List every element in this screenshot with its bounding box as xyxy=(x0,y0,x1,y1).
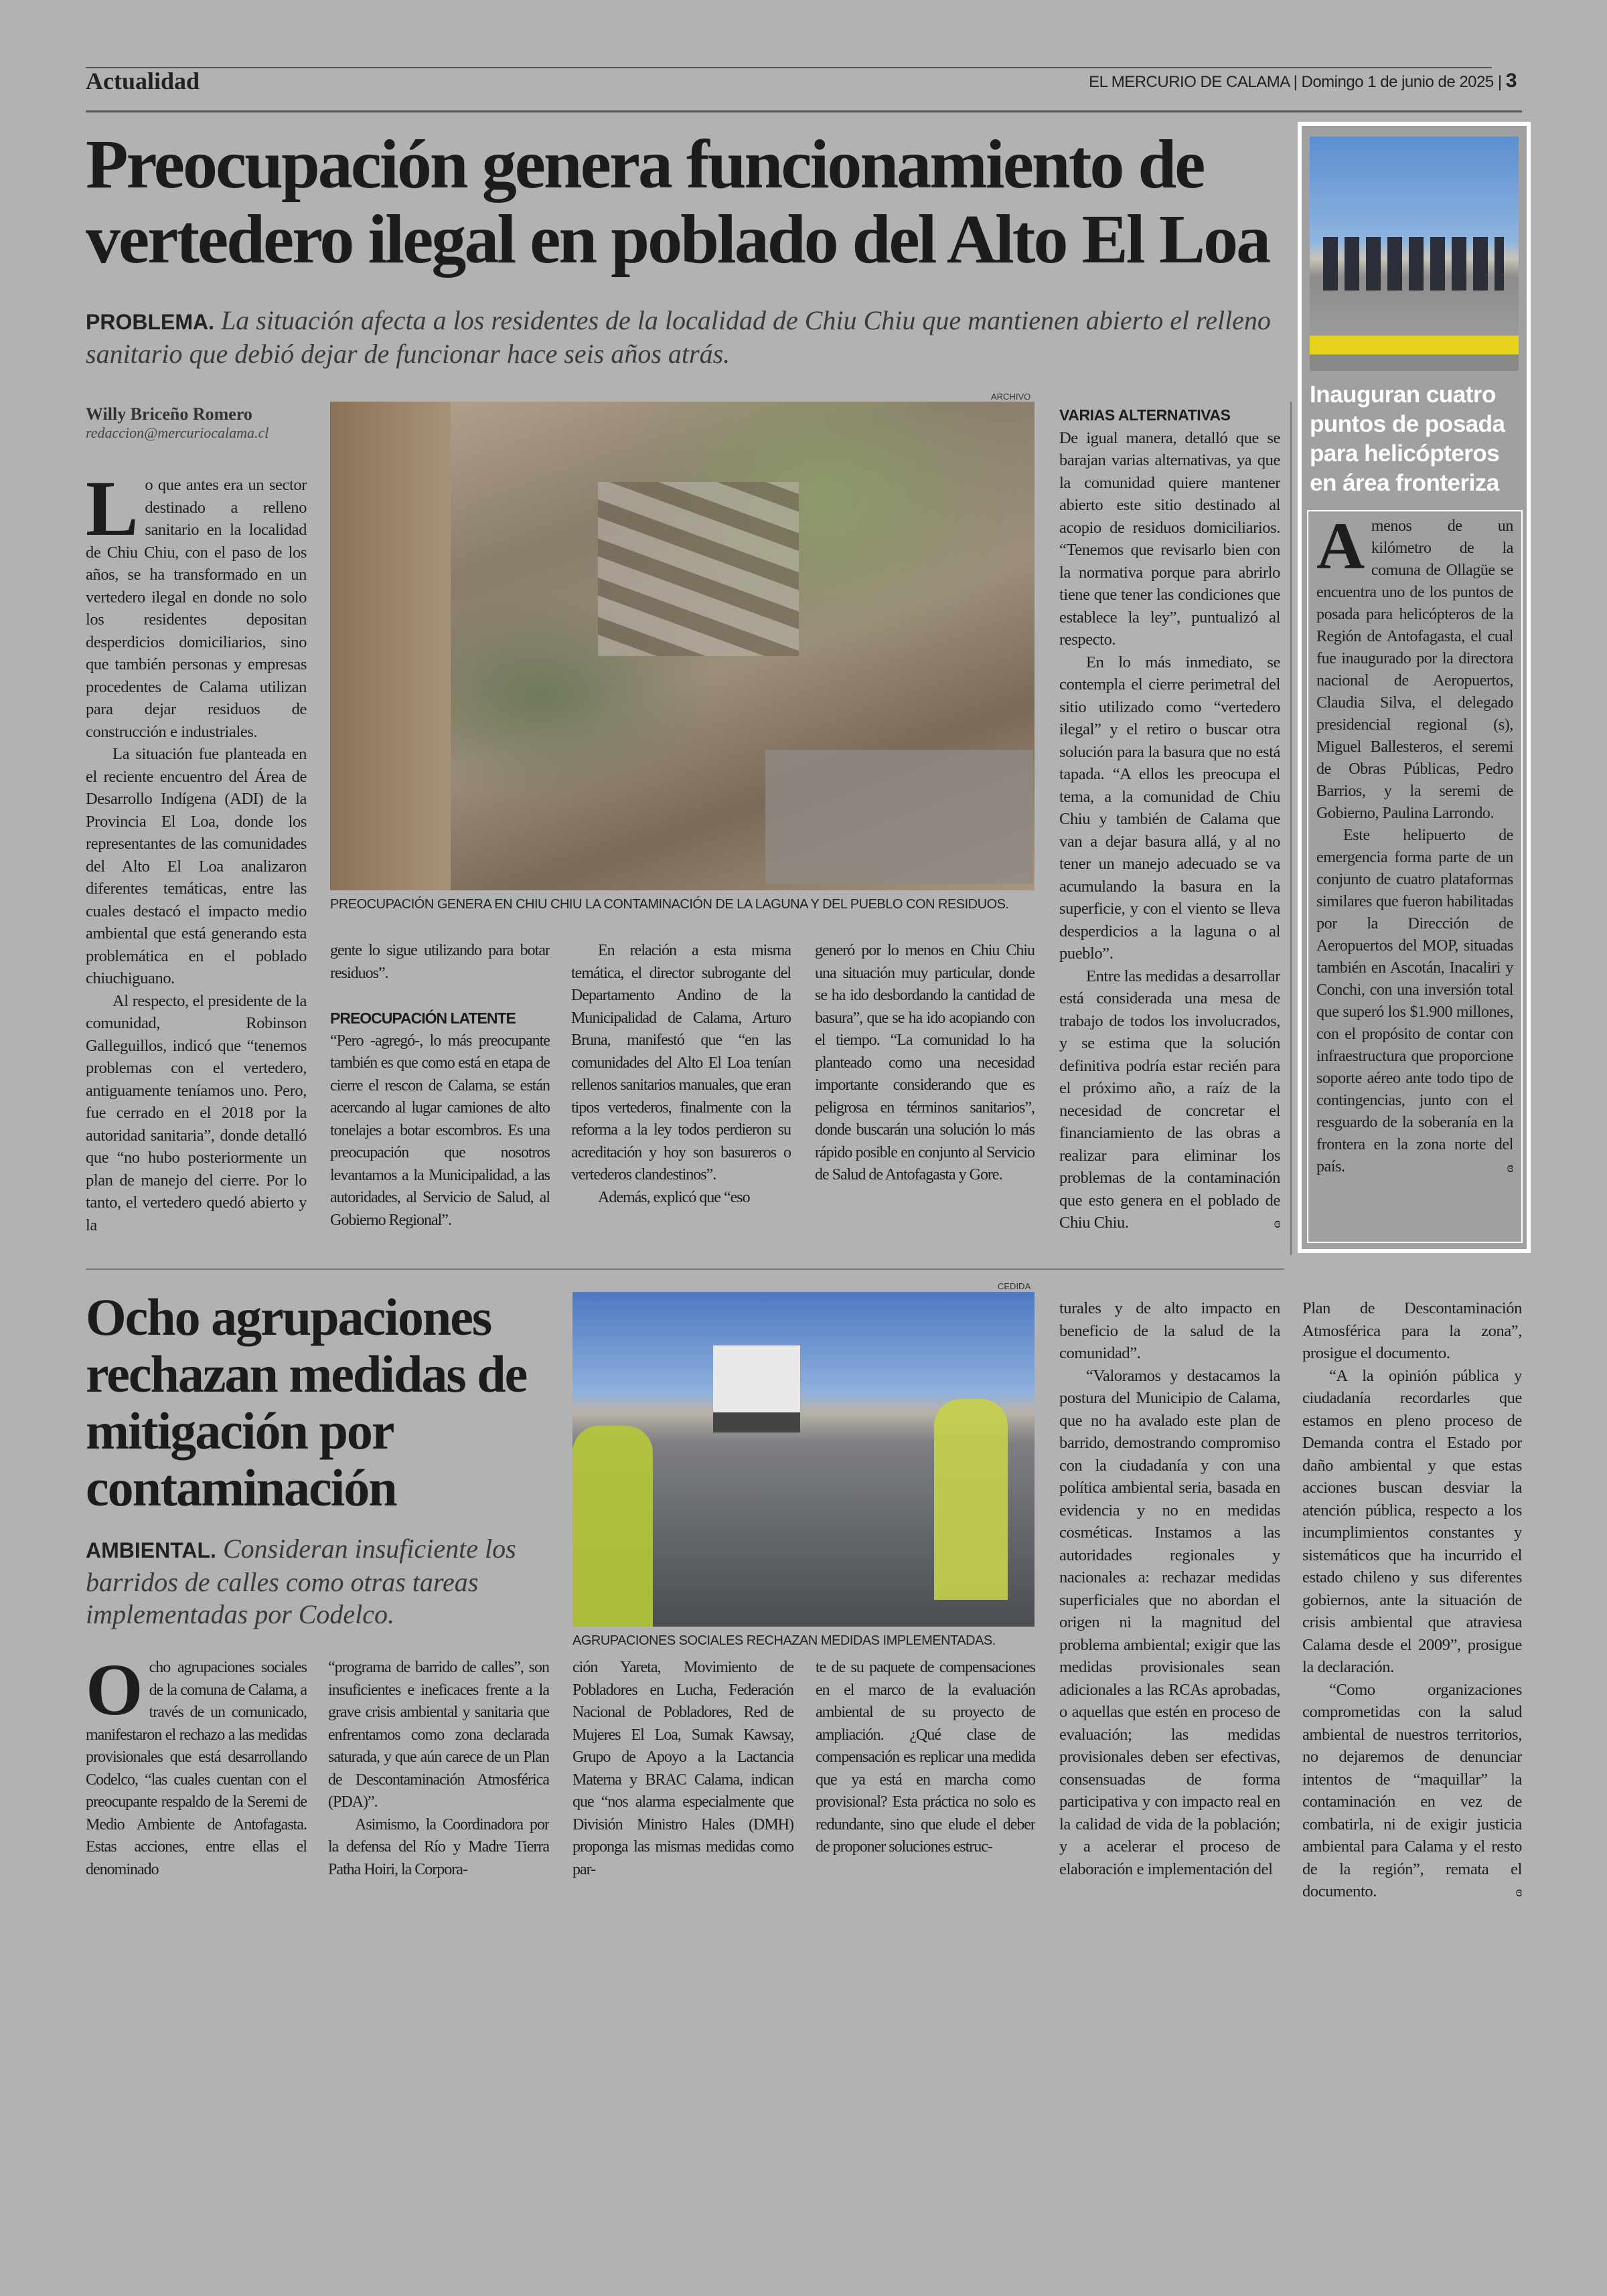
paragraph: menos de un kilómetro de la comuna de Ollagüe se encuentra uno de los puntos de posada para helicópteros de la Región de Antofagasta, el cual fue inaugurado por la directora nacional de Aeropuertos, Claudia Silva, el delegado presidencial regional (s), Miguel Ballesteros, el seremi de Obras Públicas, Pedro Barrios, y la seremi de Gobierno, Paulina Larrondo. xyxy=(1316,517,1513,822)
subheading: PREOCUPACIÓN LATENTE xyxy=(330,1009,516,1027)
article2-kicker: AMBIENTAL. xyxy=(86,1538,216,1562)
article1-kicker: PROBLEMA. xyxy=(86,310,214,334)
header-rule xyxy=(86,110,1522,112)
article2-column-2 xyxy=(328,1657,549,1908)
author-email[interactable]: redaccion@mercuriocalama.cl xyxy=(86,424,269,441)
article2-column-3 xyxy=(572,1657,793,1908)
article2-deck xyxy=(86,1533,554,1631)
subheading: VARIAS ALTERNATIVAS xyxy=(1059,406,1231,424)
paragraph: Plan de Descontaminación Atmosférica para la zona”, prosigue el documento. xyxy=(1302,1299,1522,1362)
paragraph: La situación fue planteada en el reciente encuentro del Área de Desarrollo Indígena (ADI) de la Provincia El Loa, donde los representantes de las comunidades del Alto El Loa analizaron diferentes temáticas, entre las cuales destacó el impacto medio ambiental que está generando esta problemática en el poblado chiuchiguano. xyxy=(86,745,307,987)
street-sweeping-photo xyxy=(572,1292,1035,1627)
photo-credit: CEDIDA xyxy=(998,1281,1031,1291)
issue-date: Domingo 1 de junio de 2025 xyxy=(1301,73,1494,91)
article1-headline: Preocupación genera funcionamiento de vertedero ilegal en poblado del Alto El Loa xyxy=(86,126,1270,278)
paragraph: “programa de barrido de calles”, son insuficientes e ineficaces frente a la grave crisis ambiental y sanitaria que enfrentamos como zona declarada saturada, y que aún carece de un Plan de Descontaminación Atmosférica (PDA)”. xyxy=(328,1659,549,1811)
article2-column-6 xyxy=(1302,1297,1522,1908)
paragraph: “Valoramos y destacamos la postura del Municipio de Calama, que no ha avalado este plan de barrido, demostrando compromiso con la ciudadanía y con una política ambiental seria, basada en evidencia y no en medidas cosméticas. Instamos a las autoridades regionales y nacionales a: rechazar medidas superficiales que no abordan el origen ni la magnitud del problema ambiental; exigir que las medidas provisionales sean adicionales a las RCAs aprobadas, o aquellas que estén en proceso de evaluación; las medidas provisionales deben ser efectivas, consensuadas de forma participativa y con impacto real en la calidad de vida de la población; y a acelerar el proceso de elaboración e implementación del xyxy=(1059,1366,1280,1878)
byline-block xyxy=(86,404,313,442)
drop-cap: O xyxy=(86,1657,143,1730)
article2-column-4 xyxy=(816,1657,1035,1908)
paragraph: te de su paquete de compensaciones en el marco de la evaluación ambiental de su proyecto de ampliación. ¿Qué clase de compensación es replicar una medida que ya está en marcha como provisional? Esta práctica no solo es redundante, sino que elude el deber de proponer soluciones estruc- xyxy=(816,1659,1035,1856)
column-divider xyxy=(1290,402,1292,1255)
paragraph: o que antes era un sector destinado a relleno sanitario en la localidad de Chiu Chiu, con el paso de los años, se ha transformado en un vertedero ilegal en donde no solo los residentes depositan desperdicios domiciliarios, sino que también personas y empresas procedentes de Calama utilizan para dejar residuos de construcción e industriales. xyxy=(86,476,307,741)
paragraph: Entre las medidas a desarrollar está considerada una mesa de trabajo de todos los involucrados, y se estima que la solución definitiva podría estar recién para el próximo año, a raíz de la necesidad de concretar el financiamiento de las obras a realizar para eliminar los problemas de la contaminación que esto genera en el poblado de Chiu Chiu. xyxy=(1059,967,1280,1232)
paragraph: “Como organizaciones comprometidas con la salud ambiental de nuestros territorios, no dejaremos de denunciar intentos de “maquillar” la contaminación en vez de combatirla, ni de exigir justicia ambiental para Calama y el resto de la región”, remata el documento. xyxy=(1302,1680,1522,1900)
paragraph: De igual manera, detalló que se barajan varias alternativas, ya que la comunidad quiere mantener abierto este sitio destinado al acopio de residuos domiciliarios. “Tenemos que revisarlo bien con la normativa porque para abrirlo tiene que tener las condiciones que establece la ley”, puntualizó al respecto. xyxy=(1059,428,1280,649)
article1-deck-text: La situación afecta a los residentes de la localidad de Chiu Chiu que mantienen abierto el relleno sanitario que debió dejar de funcionar hace seis años atrás. xyxy=(86,305,1271,369)
article2-deck-text: Consideran insuficiente los barridos de calles como otras tareas implementadas por Codelco. xyxy=(86,1534,516,1629)
article1-column-3 xyxy=(571,940,791,1254)
paragraph: gente lo sigue utilizando para botar residuos”. xyxy=(330,942,550,982)
section-label: Actualidad xyxy=(86,68,200,94)
publication-name: EL MERCURIO DE CALAMA xyxy=(1089,73,1290,91)
article2-headline: Ocho agrupaciones rechazan medidas de mitigación por contaminación xyxy=(86,1288,527,1517)
aerial-photo-chiu-chiu xyxy=(330,402,1035,890)
paragraph: Al respecto, el presidente de la comunidad, Robinson Galleguillos, indicó que “tenemos problemas con el vertedero, antiguamente teníamos uno. Pero, fue cerrado en el 2018 por la autoridad sanitaria”, donde detalló que “no hubo posteriormente un plan de manejo del cierre. Por lo tanto, el vertedero quedó abierto y la xyxy=(86,991,307,1234)
byline: Willy Briceño Romero xyxy=(86,404,252,424)
drop-cap: A xyxy=(1316,510,1365,583)
article2-column-1 xyxy=(86,1657,307,1908)
end-mark-icon: ɞ xyxy=(1507,1159,1513,1175)
end-mark-icon: ɞ xyxy=(1515,1883,1522,1900)
photo-caption: PREOCUPACIÓN GENERA EN CHIU CHIU LA CONTAMINACIÓN DE LA LAGUNA Y DEL PUEBLO CON RESIDUOS. xyxy=(330,897,1009,912)
masthead: EL MERCURIO DE CALAMA | Domingo 1 de junio de 2025 | 3 xyxy=(1089,70,1517,92)
drop-cap: L xyxy=(86,474,139,552)
paragraph: turales y de alto impacto en beneficio de la salud de la comunidad”. xyxy=(1059,1299,1280,1362)
paragraph: Además, explicó que “eso xyxy=(598,1188,750,1206)
article1-deck xyxy=(86,305,1284,370)
helipad-photo xyxy=(1310,137,1519,371)
photo-credit: ARCHIVO xyxy=(991,392,1031,402)
end-mark-icon: ɞ xyxy=(1274,1214,1280,1231)
paragraph: generó por lo menos en Chiu Chiu una situación muy particular, donde se ha ido desbordando la cantidad de basura”, que se ha ido acopiando con el tiempo. “La comunidad lo ha planteado como una necesidad importante considerando que es peligrosa en términos sanitarios”, donde buscarán una solución lo más rápido posible en conjunto al Servicio de Salud de Antofagasta y Gore. xyxy=(815,942,1035,1183)
paragraph: “Pero -agregó-, lo más preocupante también es que como está en etapa de cierre el rescon de Calama, se están acercando al lugar camiones de alto tonelajes a botar escombros. Es una preocupación que nosotros levantamos a la Municipalidad, a las autoridades, al Servicio de Salud, al Gobierno Regional”. xyxy=(330,1032,550,1229)
article1-column-2 xyxy=(330,940,550,1254)
page-number: 3 xyxy=(1505,70,1517,92)
photo-caption: AGRUPACIONES SOCIALES RECHAZAN MEDIDAS IMPLEMENTADAS. xyxy=(572,1633,996,1648)
article2-column-5 xyxy=(1059,1297,1280,1908)
article1-column-1 xyxy=(86,474,307,1254)
paragraph: En relación a esta misma temática, el director subrogante del Departamento Andino de la Municipalidad de Calama, Arturo Bruna, manifestó que “en las comunidades del Alto El Loa tenían rellenos sanitarios manuales, que eran tipos vertederos, finalmente con la reforma a la ley todos perdieron su acreditación y hoy son basureros o vertederos clandestinos”. xyxy=(571,942,791,1183)
paragraph: Asimismo, la Coordinadora por la defensa del Río y Madre Tierra Patha Hoiri, la Corpora- xyxy=(328,1815,549,1878)
article1-column-4 xyxy=(815,940,1035,1254)
sidebar-body xyxy=(1307,510,1523,1243)
section-divider xyxy=(86,1268,1284,1270)
paragraph: Este helipuerto de emergencia forma parte de un conjunto de cuatro plataformas similares que fueron habilitadas por la Dirección de Aeropuertos del MOP, situadas también en Ascotán, Inacaliri y Conchi, con una inversión total que superó los $1.900 millones, con el propósito de contar con infraestructura que proporcione soporte aéreo ante todo tipo de contingencias, junto con el resguardo de la soberanía en la frontera en la zona norte del país. xyxy=(1316,827,1513,1175)
paragraph: ción Yareta, Movimiento de Pobladores en Lucha, Federación Nacional de Pobladores, Red de Mujeres El Loa, Sumak Kawsay, Grupo de Apoyo a la Lactancia Materna y BRAC Calama, indican que “nos alarma especialmente que División Ministro Hales (DMH) proponga las mismas medidas como par- xyxy=(572,1659,793,1878)
sidebar-box xyxy=(1298,122,1531,1253)
sidebar-headline: Inauguran cuatro puntos de posada para helicópteros en área fronteriza xyxy=(1310,382,1505,496)
article1-column-5 xyxy=(1059,404,1280,1254)
paragraph: En lo más inmediato, se contempla el cierre perimetral del sitio utilizado como “vertedero ilegal” y el retiro o buscar otra solución para la basura que no está tapada. “A ellos les preocupa el tema, a la comunidad de Chiu Chiu y también de Calama que van a dejar basura allá, y al no tener un manejo adecuado se va acumulando la basura en la superficie, y con el viento se lleva desperdicios a la laguna o al pueblo”. xyxy=(1059,653,1280,963)
paragraph: cho agrupaciones sociales de la comuna de Calama, a través de un comunicado, manifestaron el rechazo a las medidas provisionales que está desarrollando Codelco, “las cuales cuentan con el preocupante respaldo de la Seremi de Medio Ambiente de Antofagasta. Estas acciones, entre ellas el denominado xyxy=(86,1659,307,1878)
paragraph: “A la opinión pública y ciudadanía recordarles que estamos en pleno proceso de Demanda contra el Estado por daño ambiental y que estas acciones buscan desviar la atención pública, respecto a los incumplimientos constantes y sistemáticos que ha incurrido el estado chileno y sus diferentes gobiernos, ante la situación de crisis ambiental que atraviesa Calama desde el 2009”, prosigue la declaración. xyxy=(1302,1366,1522,1676)
top-rule xyxy=(86,67,1492,68)
